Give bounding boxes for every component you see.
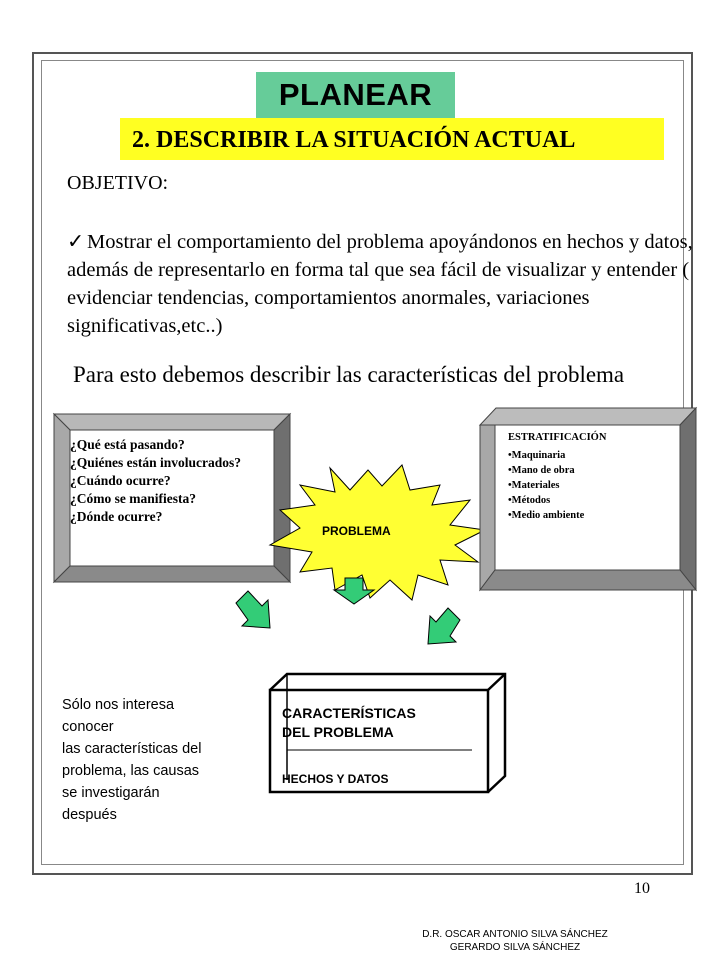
note-line: las características del bbox=[62, 741, 202, 757]
arrow-down-right-icon bbox=[236, 591, 270, 628]
footer-line: D.R. OSCAR ANTONIO SILVA SÁNCHEZ bbox=[422, 929, 608, 940]
note-line: después bbox=[62, 807, 117, 823]
question-item: ¿Dónde ocurre? bbox=[70, 509, 163, 524]
note-line: se investigarán bbox=[62, 785, 160, 801]
side-note bbox=[62, 694, 237, 826]
stratification-item: •Materiales bbox=[508, 480, 560, 491]
characteristics-line-2: DEL PROBLEMA bbox=[282, 724, 394, 740]
note-line: Sólo nos interesa bbox=[62, 697, 175, 713]
note-line: conocer bbox=[62, 719, 114, 735]
stratification-list bbox=[508, 448, 584, 523]
checkmark-icon: ✓ bbox=[67, 231, 85, 253]
slide-subtitle: 2. DESCRIBIR LA SITUACIÓN ACTUAL bbox=[120, 118, 664, 160]
slide-title: PLANEAR bbox=[256, 72, 455, 118]
arrow-down-left-icon bbox=[428, 608, 460, 644]
facts-data-label: HECHOS Y DATOS bbox=[282, 772, 389, 786]
intro-text: Para esto debemos describir las características del problema bbox=[73, 362, 625, 387]
questions-list bbox=[70, 436, 270, 526]
problem-label: PROBLEMA bbox=[322, 524, 391, 538]
footer-credits bbox=[400, 928, 630, 954]
stratification-item: •Maquinaria bbox=[508, 450, 566, 461]
characteristics-line-1: CARACTERÍSTICAS bbox=[282, 705, 416, 721]
objective-label: OBJETIVO: bbox=[67, 172, 169, 194]
stratification-item: •Métodos bbox=[508, 495, 551, 506]
note-line: problema, las causas bbox=[62, 763, 200, 779]
stratification-item: •Medio ambiente bbox=[508, 510, 585, 521]
page-number: 10 bbox=[634, 880, 650, 897]
characteristics-title bbox=[282, 704, 416, 742]
question-item: ¿Qué está pasando? bbox=[70, 437, 185, 452]
stratification-item: •Mano de obra bbox=[508, 465, 575, 476]
question-item: ¿Cuándo ocurre? bbox=[70, 473, 171, 488]
objective-text: Mostrar el comportamiento del problema apoyándonos en hechos y datos, además de representarlo en forma tal que sea fácil de visualizar y entender ( evidenciar tendencias, comportamientos anormales, variaciones significativas,etc..) bbox=[67, 231, 693, 337]
question-item: ¿Quiénes están involucrados? bbox=[70, 455, 242, 470]
stratification-title: ESTRATIFICACIÓN bbox=[508, 432, 607, 443]
question-item: ¿Cómo se manifiesta? bbox=[70, 491, 196, 506]
footer-line: GERARDO SILVA SÁNCHEZ bbox=[449, 942, 581, 953]
